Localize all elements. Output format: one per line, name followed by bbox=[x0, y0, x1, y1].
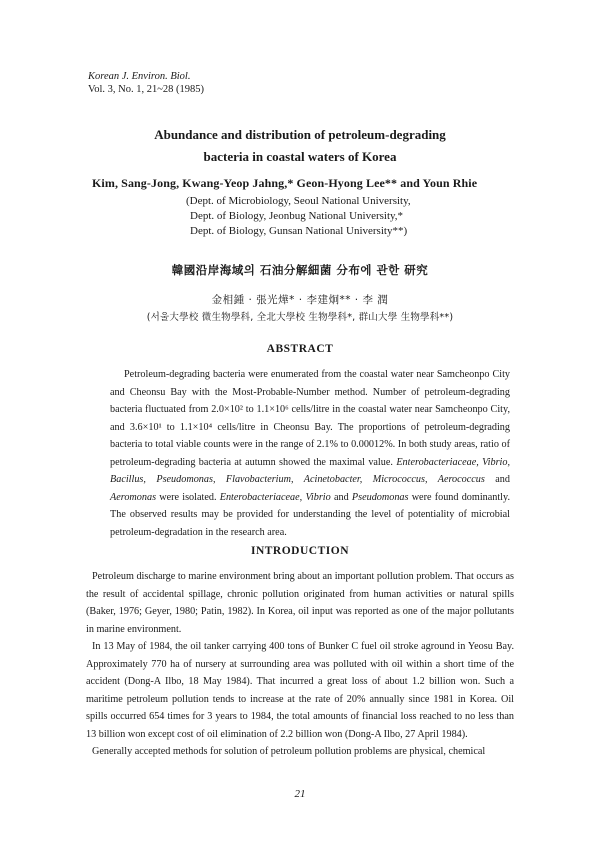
title-line-1: Abundance and distribution of petroleum-degrading bbox=[154, 127, 446, 142]
affiliation-1: (Dept. of Microbiology, Seoul National University, bbox=[186, 195, 411, 207]
abstract-text-1: Petroleum-degrading bacteria were enumerated from the coastal water near Samcheonpo City and Cheonsu Bay with the Most-Probable-Number method. Number of petroleum-degrading bacteria fluctuated from 2.0×10² to 1.1×10⁶ cells/litre in the coastal water near Samcheonpo City, and 3.6×10¹ to 1.1×10⁴ cells/litre in Cheonsu Bay. The proportions of petroleum-degrading bacteria to total viable counts were in the range of 2.1% to 0.00012%. In both study areas, ratio of petroleum-degrading bacteria at autumn showed the maximal value. bbox=[110, 369, 510, 468]
intro-paragraph-2: In 13 May of 1984, the oil tanker carrying 400 tons of Bunker C fuel oil stroke aground in Yeosu Bay. Approximately 770 ha of nursery at surrounding area was polluted with oil within a short time of the accident (Dong-A Ilbo, 18 May 1984). That incurred a great loss of about 1.2 billion won. Such a maritime petroleum pollution tends to increase at the rate of 20% annually since 1981 in Korea. Oil spills occurred 654 times for 3 years to 1984, the total amounts of financial loss reached to no less than 13 billion won except cost of oil elimination of 2.2 billion won (Dong-A Ilbo, 27 April 1984). bbox=[86, 641, 514, 740]
intro-paragraph-1: Petroleum discharge to marine environment bring about an important pollution problem. That occurs as the result of accidental spillage, chronic pollution originated from human activities or natural spills (Baker, 1976; Geyer, 1980; Patin, 1982). In Korea, oil input was reported as one of the major pollutants in marine environment. bbox=[86, 571, 514, 635]
abstract-text-2: were isolated. bbox=[156, 491, 220, 503]
abstract-heading: ABSTRACT bbox=[266, 343, 334, 355]
abstract-genera-isolated: Enterobacteriaceae, Vibrio, Bacillus, Pseudomonas, Flavobacterium, Acinetobacter, Micrococcus, Aerococcus bbox=[110, 456, 511, 485]
affiliations bbox=[186, 194, 411, 239]
abstract-and-2: and bbox=[330, 491, 352, 503]
abstract-genus-last: Aeromonas bbox=[110, 491, 157, 503]
abstract-paragraph bbox=[110, 366, 510, 541]
journal-volume: Vol. 3, No. 1, 21~28 (1985) bbox=[88, 84, 205, 95]
title-line-2: bacteria in coastal waters of Korea bbox=[203, 149, 397, 164]
page-number: 21 bbox=[294, 788, 306, 800]
paper-title bbox=[0, 124, 600, 168]
affiliation-2: Dept. of Biology, Jeonbug National University,* bbox=[190, 210, 404, 222]
abstract-genus-dominant-last: Pseudomonas bbox=[351, 491, 409, 503]
introduction-heading: INTRODUCTION bbox=[250, 545, 349, 557]
abstract-text-3: were found dominantly. The observed results may be provided for understanding the level of potentiality of microbial petroleum-degradation in the research area. bbox=[110, 491, 510, 538]
korean-title: 韓國沿岸海域의 石油分解細菌 分布에 관한 研究 bbox=[171, 263, 429, 277]
introduction-body bbox=[86, 568, 514, 761]
journal-name: Korean J. Environ. Biol. bbox=[88, 71, 191, 82]
abstract-and-1: and bbox=[484, 474, 510, 485]
affiliation-3: Dept. of Biology, Gunsan National University**) bbox=[190, 225, 408, 237]
korean-affiliation: (서울大學校 微生物學科, 全北大學校 生物學科*, 群山大學 生物學科**) bbox=[146, 312, 454, 323]
intro-paragraph-3: Generally accepted methods for solution of petroleum pollution problems are physical, chemical bbox=[92, 746, 486, 757]
korean-authors: 金相鍾 · 張光燁* · 李建炯** · 李 潤 bbox=[211, 294, 389, 306]
author-list: Kim, Sang-Jong, Kwang-Yeop Jahng,* Geon-Hyong Lee** and Youn Rhie bbox=[92, 176, 478, 190]
abstract-genera-dominant: Enterobacteriaceae, Vibrio bbox=[219, 491, 331, 503]
abstract-body bbox=[110, 366, 510, 541]
journal-citation bbox=[88, 70, 204, 96]
